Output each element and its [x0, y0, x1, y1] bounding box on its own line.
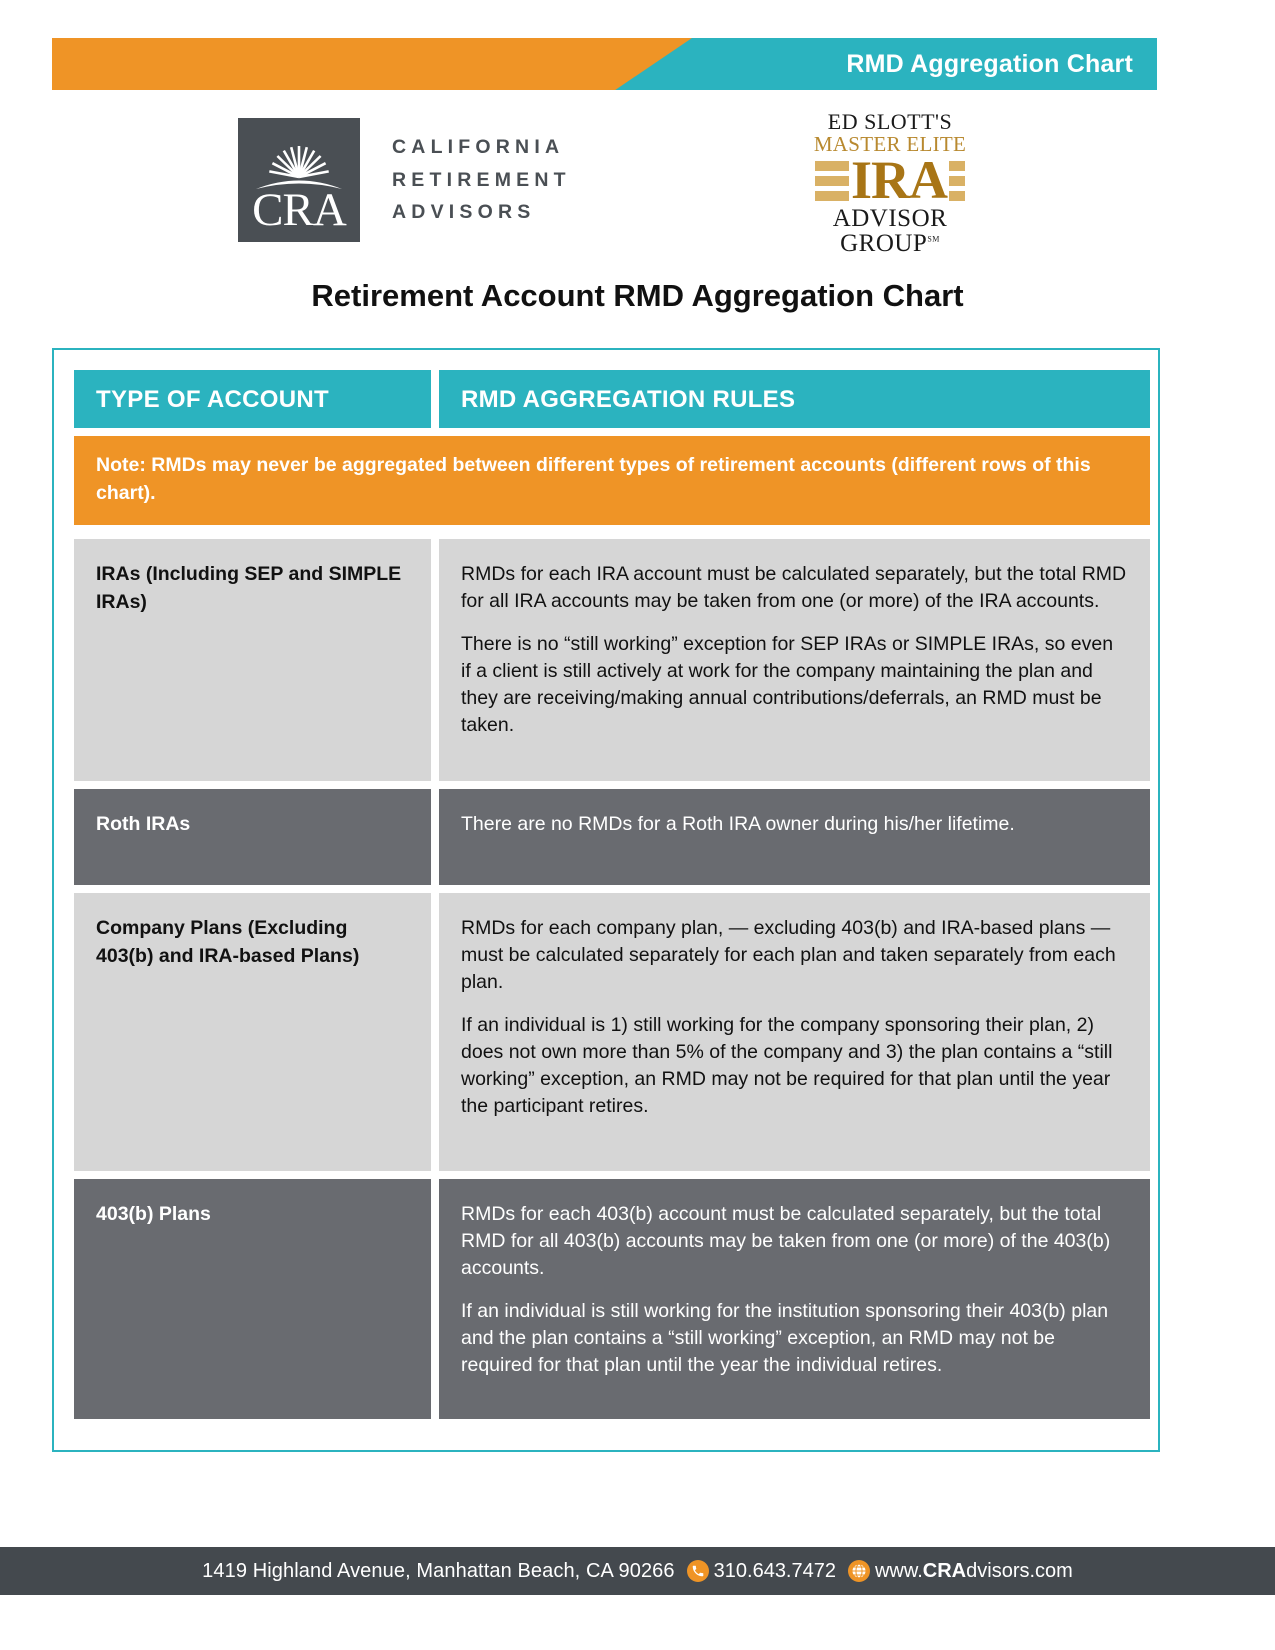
cra-wordmark-line-1: CALIFORNIA [392, 135, 565, 158]
logo-area [0, 108, 1275, 258]
table-note-banner: Note: RMDs may never be aggregated between different types of retirement accounts (different rows of this chart). [74, 436, 1150, 525]
account-type-label: 403(b) Plans [96, 1203, 211, 1226]
account-type-label: Roth IRAs [96, 813, 191, 836]
footer-website-suffix: dvisors.com [966, 1559, 1073, 1582]
ed-slott-sm-mark: SM [927, 234, 940, 244]
globe-icon [848, 1560, 870, 1582]
rule-paragraph: There is no “still working” exception for SEP IRAs or SIMPLE IRAs, so even if a client is still actively at work for the company maintaining the plan and they are receiving/making annual contributions/deferrals, an RMD must be taken. [461, 633, 1114, 736]
footer-phone-number: 310.643.7472 [713, 1559, 836, 1582]
account-type-label: Company Plans (Excluding 403(b) and IRA-based Plans) [96, 917, 360, 968]
ed-slott-left-bars-icon [815, 161, 849, 201]
footer-address: 1419 Highland Avenue, Manhattan Beach, CA 90266 [202, 1559, 675, 1582]
cra-wordmark [392, 131, 571, 229]
table-row [74, 789, 1150, 885]
phone-icon [687, 1560, 709, 1582]
top-banner [52, 38, 1157, 90]
rule-paragraph: If an individual is still working for the institution sponsoring their 403(b) plan and the plan contains a “still working” exception, an RMD may not be required for that plan until the year the individual retires. [461, 1300, 1109, 1376]
ed-slott-line-5 [800, 231, 980, 257]
table-cell-account-type [74, 1179, 431, 1419]
rule-paragraph: There are no RMDs for a Roth IRA owner during his/her lifetime. [461, 813, 1015, 836]
footer-website-brand: CRA [922, 1559, 967, 1582]
table-cell-rules [439, 789, 1150, 885]
ed-slott-right-bars-icon [949, 161, 965, 201]
banner-orange-wedge [52, 38, 692, 90]
footer-website[interactable] [848, 1560, 1073, 1583]
page-title: Retirement Account RMD Aggregation Chart [311, 278, 964, 313]
account-type-label: IRAs (Including SEP and SIMPLE IRAs) [96, 563, 402, 614]
table-cell-rules [439, 893, 1150, 1171]
rmd-table-inner [74, 370, 1150, 1430]
table-row [74, 893, 1150, 1171]
footer-website-url [875, 1560, 1073, 1583]
table-header-row [74, 370, 1150, 428]
table-header-type-of-account: TYPE OF ACCOUNT [74, 370, 431, 428]
table-row [74, 1179, 1150, 1419]
cra-wordmark-line-3: ADVISORS [392, 201, 536, 224]
ed-slott-group-word: GROUP [840, 230, 928, 258]
cra-monogram: CRA [252, 184, 346, 236]
ed-slott-line-1: ED SLOTT'S [827, 109, 953, 134]
footer-phone[interactable] [687, 1560, 836, 1583]
rule-paragraph: If an individual is 1) still working for the company sponsoring their plan, 2) does not own more than 5% of the company and 3) the plan contains a “still working” exception, an RMD may not be required for that plan until the year the participant retires. [461, 1014, 1113, 1117]
table-cell-account-type [74, 893, 431, 1171]
table-cell-account-type [74, 789, 431, 885]
table-row [74, 539, 1150, 781]
ed-slott-logo [800, 110, 980, 257]
ed-slott-ira-word: IRA [850, 150, 947, 211]
rmd-table [52, 348, 1160, 1452]
rule-paragraph: RMDs for each IRA account must be calculated separately, but the total RMD for all IRA accounts may be taken from one (or more) of the IRA accounts. [461, 563, 1127, 613]
table-cell-account-type [74, 539, 431, 781]
cra-logo-mark [238, 118, 360, 242]
banner-title: RMD Aggregation Chart [846, 50, 1133, 78]
cra-wordmark-line-2: RETIREMENT [392, 168, 571, 191]
ed-slott-line-2: MASTER ELITE [813, 132, 967, 157]
footer-bar [0, 1547, 1275, 1595]
table-cell-rules [439, 539, 1150, 781]
footer-website-prefix: www. [874, 1559, 923, 1582]
table-header-aggregation-rules: RMD AGGREGATION RULES [439, 370, 1150, 428]
table-cell-rules [439, 1179, 1150, 1419]
rule-paragraph: RMDs for each company plan, — excluding 403(b) and IRA-based plans — must be calculated separately for each plan and taken separately from each plan. [461, 917, 1116, 994]
ed-slott-ira-row [800, 150, 980, 211]
cra-logo [238, 118, 571, 242]
ed-slott-line-4: ADVISOR [832, 204, 948, 232]
rule-paragraph: RMDs for each 403(b) account must be calculated separately, but the total RMD for all 403(b) accounts may be taken from one (or more) of the 403(b) accounts. [461, 1203, 1111, 1280]
